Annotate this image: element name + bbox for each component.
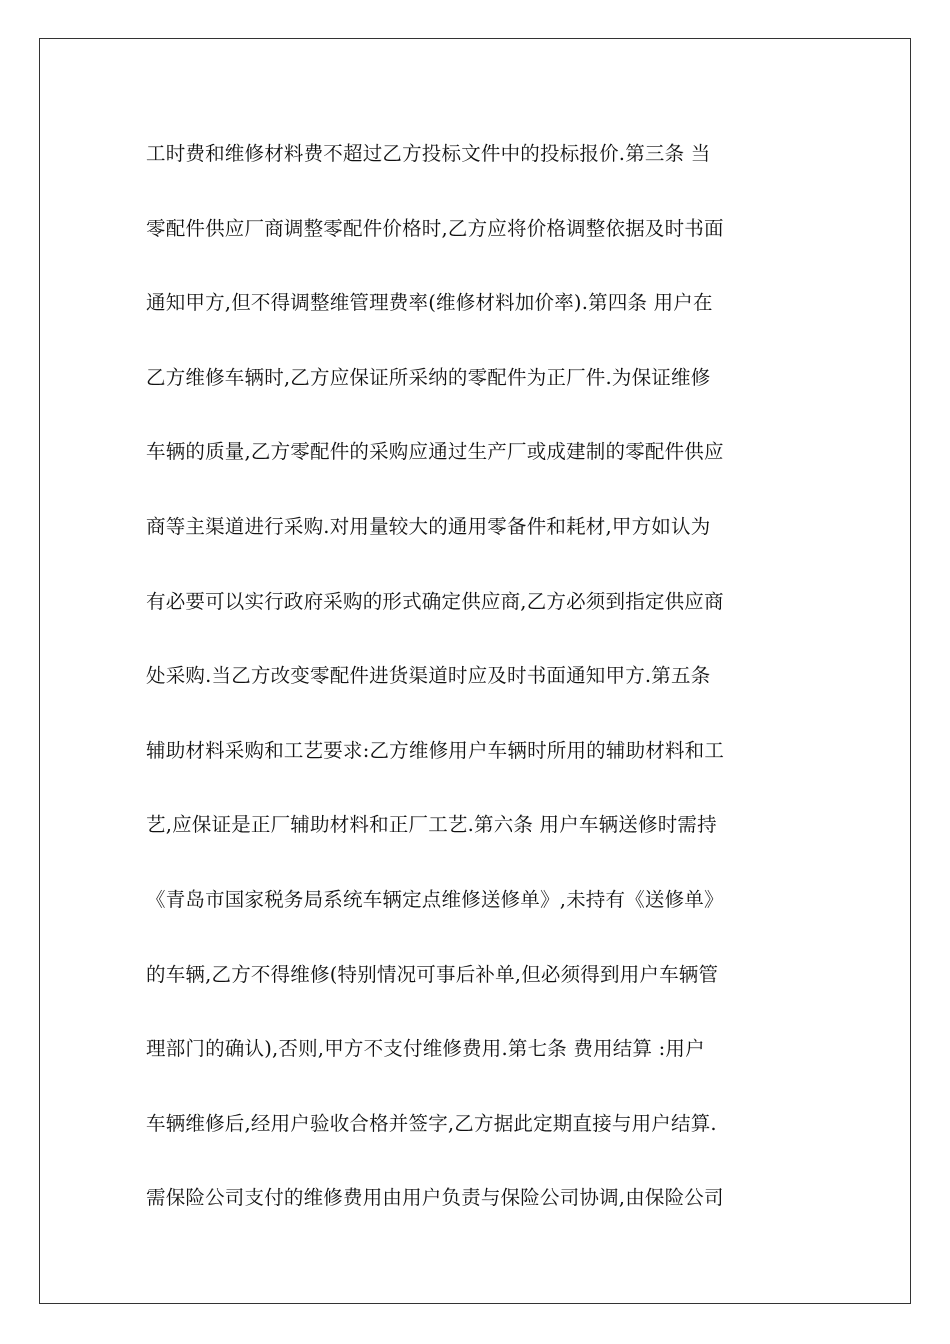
text-line: 工时费和维修材料费不超过乙方投标文件中的投标报价.第三条 当 bbox=[146, 142, 711, 165]
text-line: 的车辆,乙方不得维修(特别情况可事后补单,但必须得到用户车辆管 bbox=[146, 962, 719, 986]
text-line: 艺,应保证是正厂辅助材料和正厂工艺.第六条 用户车辆送修时需持 bbox=[146, 813, 717, 837]
text-line: 通知甲方,但不得调整维管理费率(维修材料加价率).第四条 用户在 bbox=[146, 291, 713, 315]
text-line: 理部门的确认),否则,甲方不支付维修费用.第七条 费用结算 :用户 bbox=[146, 1037, 705, 1061]
text-line: 商等主渠道进行采购.对用量较大的通用零备件和耗材,甲方如认为 bbox=[146, 514, 711, 538]
text-line: 有必要可以实行政府采购的形式确定供应商,乙方必须到指定供应商 bbox=[146, 589, 724, 613]
text-line: 车辆维修后,经用户验收合格并签字,乙方据此定期直接与用户结算. bbox=[146, 1111, 717, 1135]
text-line: 乙方维修车辆时,乙方应保证所采纳的零配件为正厂件.为保证维修 bbox=[146, 365, 711, 389]
text-line: 辅助材料采购和工艺要求:乙方维修用户车辆时所用的辅助材料和工 bbox=[146, 738, 725, 762]
text-line: 《青岛市国家税务局系统车辆定点维修送修单》,未持有《送修单》 bbox=[146, 887, 724, 911]
document-body bbox=[146, 130, 816, 1249]
text-line: 零配件供应厂商调整零配件价格时,乙方应将价格调整依据及时书面 bbox=[146, 216, 724, 240]
text-line: 车辆的质量,乙方零配件的采购应通过生产厂或成建制的零配件供应 bbox=[146, 440, 724, 464]
text-line: 处采购.当乙方改变零配件进货渠道时应及时书面通知甲方.第五条 bbox=[146, 664, 711, 688]
text-line: 需保险公司支付的维修费用由用户负责与保险公司协调,由保险公司 bbox=[146, 1186, 724, 1210]
